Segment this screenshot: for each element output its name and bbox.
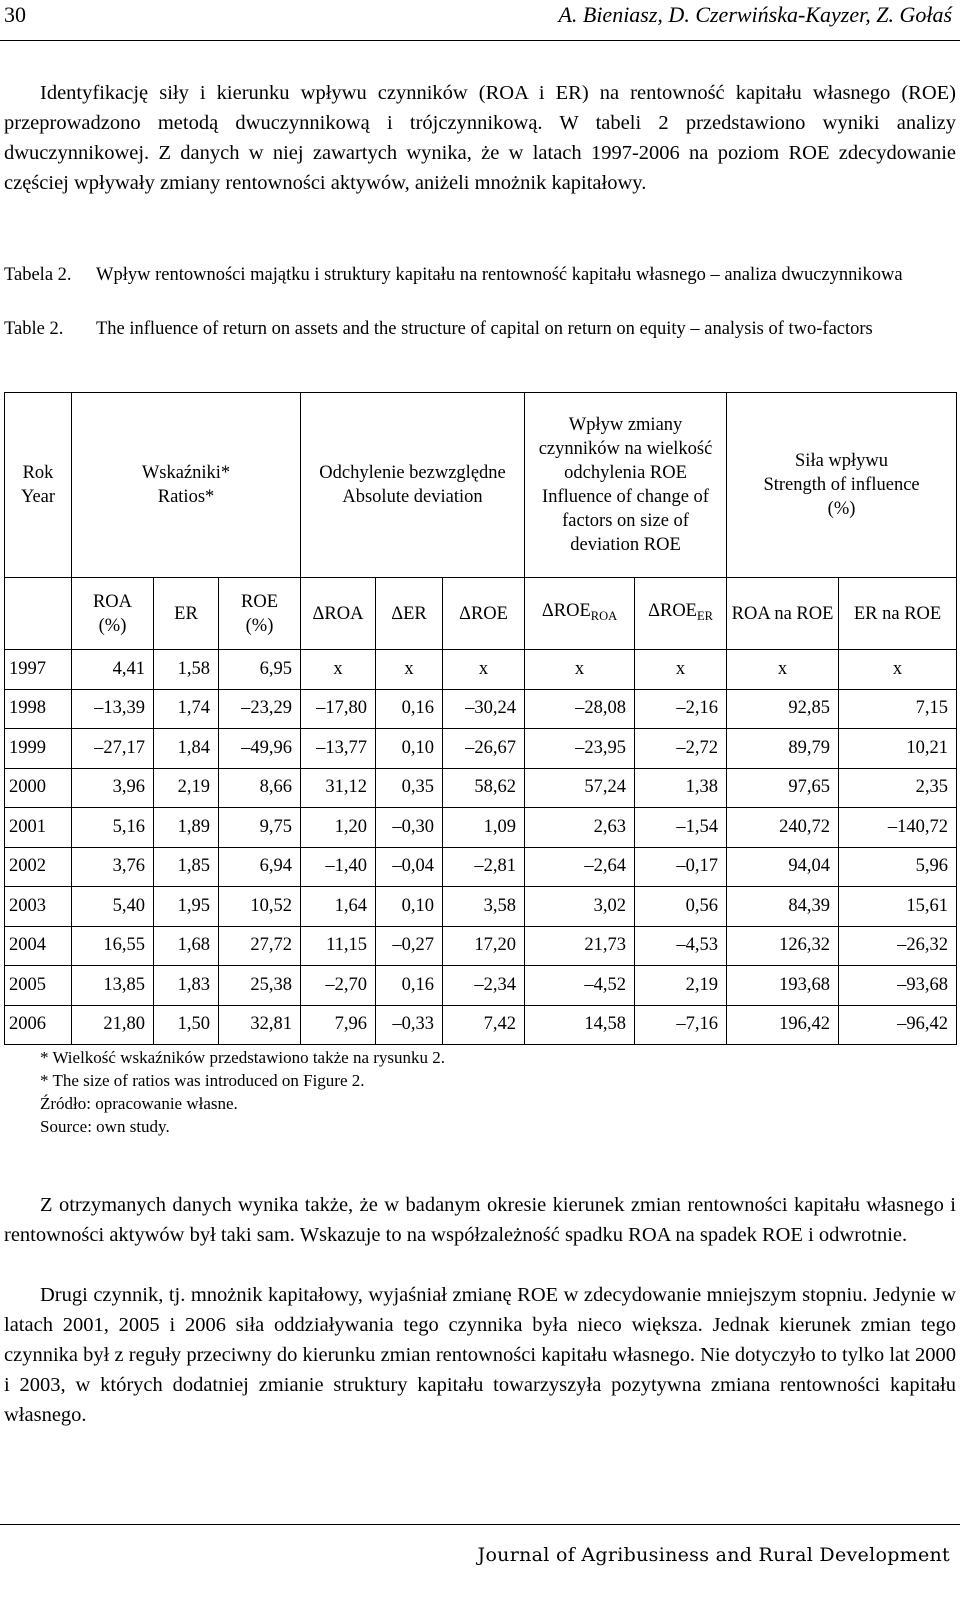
value-cell: 1,20 [301,808,376,848]
source-en: Source: own study. [40,1117,170,1136]
year-cell: 1999 [5,729,72,769]
value-cell: 1,50 [154,1005,219,1045]
footer-rule [0,1524,960,1525]
header-absolute-deviation [301,393,525,578]
value-cell: 0,56 [635,887,727,927]
value-cell: –2,81 [443,847,525,887]
value-cell: –49,96 [219,729,301,769]
table-caption-pl [4,262,956,288]
value-cell: 2,19 [635,966,727,1006]
year-cell: 1998 [5,689,72,729]
table-notes [40,1046,445,1138]
header-influence-pl: Wpływ zmiany czynników na wielkość odchylenia ROE [538,415,713,483]
value-cell: 1,84 [154,729,219,769]
table-row [5,689,957,729]
header-delta-roe-er-sub: ER [696,609,713,623]
header-delta-roe-roa-main: ΔROE [541,601,591,621]
value-cell: –2,34 [443,966,525,1006]
value-cell: 2,35 [839,768,957,808]
year-cell: 2000 [5,768,72,808]
value-cell: –93,68 [839,966,957,1006]
value-cell: 21,73 [525,926,635,966]
value-cell: –30,24 [443,689,525,729]
value-cell: 58,62 [443,768,525,808]
value-cell: 3,58 [443,887,525,927]
table-header-row-2 [5,578,957,650]
header-roa-label: ROA [92,591,133,612]
value-cell: 8,66 [219,768,301,808]
value-cell: –1,40 [301,847,376,887]
year-cell: 2002 [5,847,72,887]
table-row [5,808,957,848]
value-cell: x [727,650,839,690]
year-cell: 2003 [5,887,72,927]
value-cell: –26,32 [839,926,957,966]
year-cell: 2005 [5,966,72,1006]
header-delta-roe-roa [525,578,635,650]
header-delta-roe-er [635,578,727,650]
header-strength-pl: Siła wpływu [795,451,889,471]
value-cell: 0,16 [376,966,443,1006]
header-er-na-roe: ER na ROE [839,578,957,650]
value-cell: 1,95 [154,887,219,927]
value-cell: 9,75 [219,808,301,848]
value-cell: 1,09 [443,808,525,848]
header-roa [72,578,154,650]
value-cell: –2,16 [635,689,727,729]
value-cell: 193,68 [727,966,839,1006]
header-delta-er: ΔER [376,578,443,650]
note-en: * The size of ratios was introduced on Figure 2. [40,1071,365,1090]
value-cell: 89,79 [727,729,839,769]
year-cell: 1997 [5,650,72,690]
value-cell: 0,10 [376,887,443,927]
value-cell: x [376,650,443,690]
paragraph-two [4,1190,956,1250]
value-cell: 5,16 [72,808,154,848]
value-cell: –13,39 [72,689,154,729]
results-table [4,392,957,1045]
header-absdev-pl: Odchylenie bezwzględne [319,463,506,483]
value-cell: 10,21 [839,729,957,769]
value-cell: 2,63 [525,808,635,848]
value-cell: –28,08 [525,689,635,729]
value-cell: 0,10 [376,729,443,769]
value-cell: 1,68 [154,926,219,966]
value-cell: 92,85 [727,689,839,729]
value-cell: –0,04 [376,847,443,887]
value-cell: 240,72 [727,808,839,848]
value-cell: 25,38 [219,966,301,1006]
value-cell: 126,32 [727,926,839,966]
value-cell: 1,38 [635,768,727,808]
value-cell: –23,95 [525,729,635,769]
paragraph-three [4,1280,956,1430]
value-cell: –96,42 [839,1005,957,1045]
value-cell: 7,15 [839,689,957,729]
value-cell: 5,96 [839,847,957,887]
header-absdev-en: Absolute deviation [342,487,483,507]
value-cell: 6,94 [219,847,301,887]
value-cell: 17,20 [443,926,525,966]
value-cell: 57,24 [525,768,635,808]
header-roa-na-roe: ROA na ROE [727,578,839,650]
value-cell: 32,81 [219,1005,301,1045]
table-body [5,650,957,1045]
value-cell: 15,61 [839,887,957,927]
header-strength-en: Strength of influence [763,475,920,495]
header-roe [219,578,301,650]
table-header-row-1 [5,393,957,578]
value-cell: 4,41 [72,650,154,690]
paragraph-three-text: Drugi czynnik, tj. mnożnik kapitałowy, wyjaśniał zmianę ROE w zdecydowanie mniejszym stopniu. Jedynie w latach 2001, 2005 i 2006 siła oddziaływania tego czynnika była nieco większa. Jednak kierunek zmian tego czynnika był z reguły przeciwny do kierunku zmian rentowności kapitału własnego. Nie dotyczyło to tylko lat 2000 i 2003, w których dodatniej zmianie struktury kapitału towarzyszyła pozytywna zmiana rentowności kapitału własnego. [4,1284,956,1426]
value-cell: 7,42 [443,1005,525,1045]
page-number: 30 [4,2,26,27]
caption-label-pl: Tabela 2. [4,265,72,285]
year-cell: 2001 [5,808,72,848]
journal-footer: Journal of Agribusiness and Rural Development [477,1544,950,1566]
source-pl: Źródło: opracowanie własne. [40,1094,238,1113]
value-cell: 14,58 [525,1005,635,1045]
header-delta-roa: ΔROA [301,578,376,650]
value-cell: 27,72 [219,926,301,966]
table-caption-en [4,316,956,342]
header-year [5,393,72,578]
value-cell: 31,12 [301,768,376,808]
value-cell: 1,64 [301,887,376,927]
value-cell: –2,64 [525,847,635,887]
value-cell: 84,39 [727,887,839,927]
table-row [5,966,957,1006]
header-delta-roe-roa-sub: ROA [590,609,618,623]
value-cell: 97,65 [727,768,839,808]
value-cell: 16,55 [72,926,154,966]
value-cell: 2,19 [154,768,219,808]
caption-label-en: Table 2. [4,319,64,339]
table-row [5,729,957,769]
value-cell: 13,85 [72,966,154,1006]
year-cell: 2004 [5,926,72,966]
value-cell: 1,83 [154,966,219,1006]
table-row [5,768,957,808]
header-strength [727,393,957,578]
table-row [5,650,957,690]
header-ratios-pl: Wskaźniki* [141,463,231,483]
note-pl: * Wielkość wskaźników przedstawiono także na rysunku 2. [40,1048,446,1067]
value-cell: –2,72 [635,729,727,769]
value-cell: 21,80 [72,1005,154,1045]
value-cell: 7,96 [301,1005,376,1045]
table-row [5,926,957,966]
caption-text-en: The influence of return on assets and the structure of capital on return on equity – analysis of two-factors [96,319,873,339]
value-cell: –13,77 [301,729,376,769]
value-cell: x [443,650,525,690]
value-cell: x [525,650,635,690]
value-cell: –4,52 [525,966,635,1006]
value-cell: 1,74 [154,689,219,729]
header-year-spacer [5,578,72,650]
value-cell: 0,16 [376,689,443,729]
value-cell: 94,04 [727,847,839,887]
table-row [5,847,957,887]
value-cell: 196,42 [727,1005,839,1045]
value-cell: –0,33 [376,1005,443,1045]
intro-paragraph [4,78,956,198]
header-influence [525,393,727,578]
table-row [5,887,957,927]
value-cell: 11,15 [301,926,376,966]
header-year-pl: Rok [22,463,54,483]
header-er: ER [154,578,219,650]
value-cell: 1,85 [154,847,219,887]
value-cell: –140,72 [839,808,957,848]
running-head-authors: A. Bieniasz, D. Czerwińska-Kayzer, Z. Gołaś [558,2,952,27]
header-ratios-en: Ratios* [157,487,215,507]
header-delta-roe-er-main: ΔROE [648,601,697,621]
header-strength-unit: (%) [827,499,856,519]
value-cell: 3,02 [525,887,635,927]
header-roe-label: ROE [241,591,278,612]
value-cell: –4,53 [635,926,727,966]
value-cell: –2,70 [301,966,376,1006]
caption-text-pl: Wpływ rentowności majątku i struktury kapitału na rentowność kapitału własnego – analiza dwuczynnikowa [96,265,903,285]
table-row [5,1005,957,1045]
value-cell: x [301,650,376,690]
header-delta-roe: ΔROE [443,578,525,650]
header-rule [0,40,960,41]
value-cell: x [635,650,727,690]
value-cell: 3,76 [72,847,154,887]
value-cell: 1,58 [154,650,219,690]
intro-paragraph-text: Identyfikację siły i kierunku wpływu czynników (ROA i ER) na rentowność kapitału własnego (ROE) przeprowadzono metodą dwuczynnikową i trójczynnikową. W tabeli 2 przedstawiono wyniki analizy dwuczynnikowej. Z danych w niej zawartych wynika, że w latach 1997-2006 na poziom ROE zdecydowanie częściej wpływały zmiany rentowności aktywów, aniżeli mnożnik kapitałowy. [4,82,956,194]
header-influence-en: Influence of change of factors on size of deviation ROE [542,487,709,555]
value-cell: –27,17 [72,729,154,769]
value-cell: –23,29 [219,689,301,729]
value-cell: –0,30 [376,808,443,848]
header-roe-unit: (%) [245,615,274,636]
value-cell: 1,89 [154,808,219,848]
value-cell: –0,17 [635,847,727,887]
value-cell: –1,54 [635,808,727,848]
value-cell: 5,40 [72,887,154,927]
value-cell: –17,80 [301,689,376,729]
header-roa-unit: (%) [98,615,127,636]
value-cell: 10,52 [219,887,301,927]
value-cell: –26,67 [443,729,525,769]
value-cell: x [839,650,957,690]
header-ratios [72,393,301,578]
value-cell: 0,35 [376,768,443,808]
value-cell: –0,27 [376,926,443,966]
value-cell: 6,95 [219,650,301,690]
value-cell: 3,96 [72,768,154,808]
paragraph-two-text: Z otrzymanych danych wynika także, że w badanym okresie kierunek zmian rentowności kapitału własnego i rentowności aktywów był taki sam. Wskazuje to na współzależność spadku ROA na spadek ROE i odwrotnie. [4,1194,956,1246]
year-cell: 2006 [5,1005,72,1045]
header-year-en: Year [20,487,56,507]
value-cell: –7,16 [635,1005,727,1045]
